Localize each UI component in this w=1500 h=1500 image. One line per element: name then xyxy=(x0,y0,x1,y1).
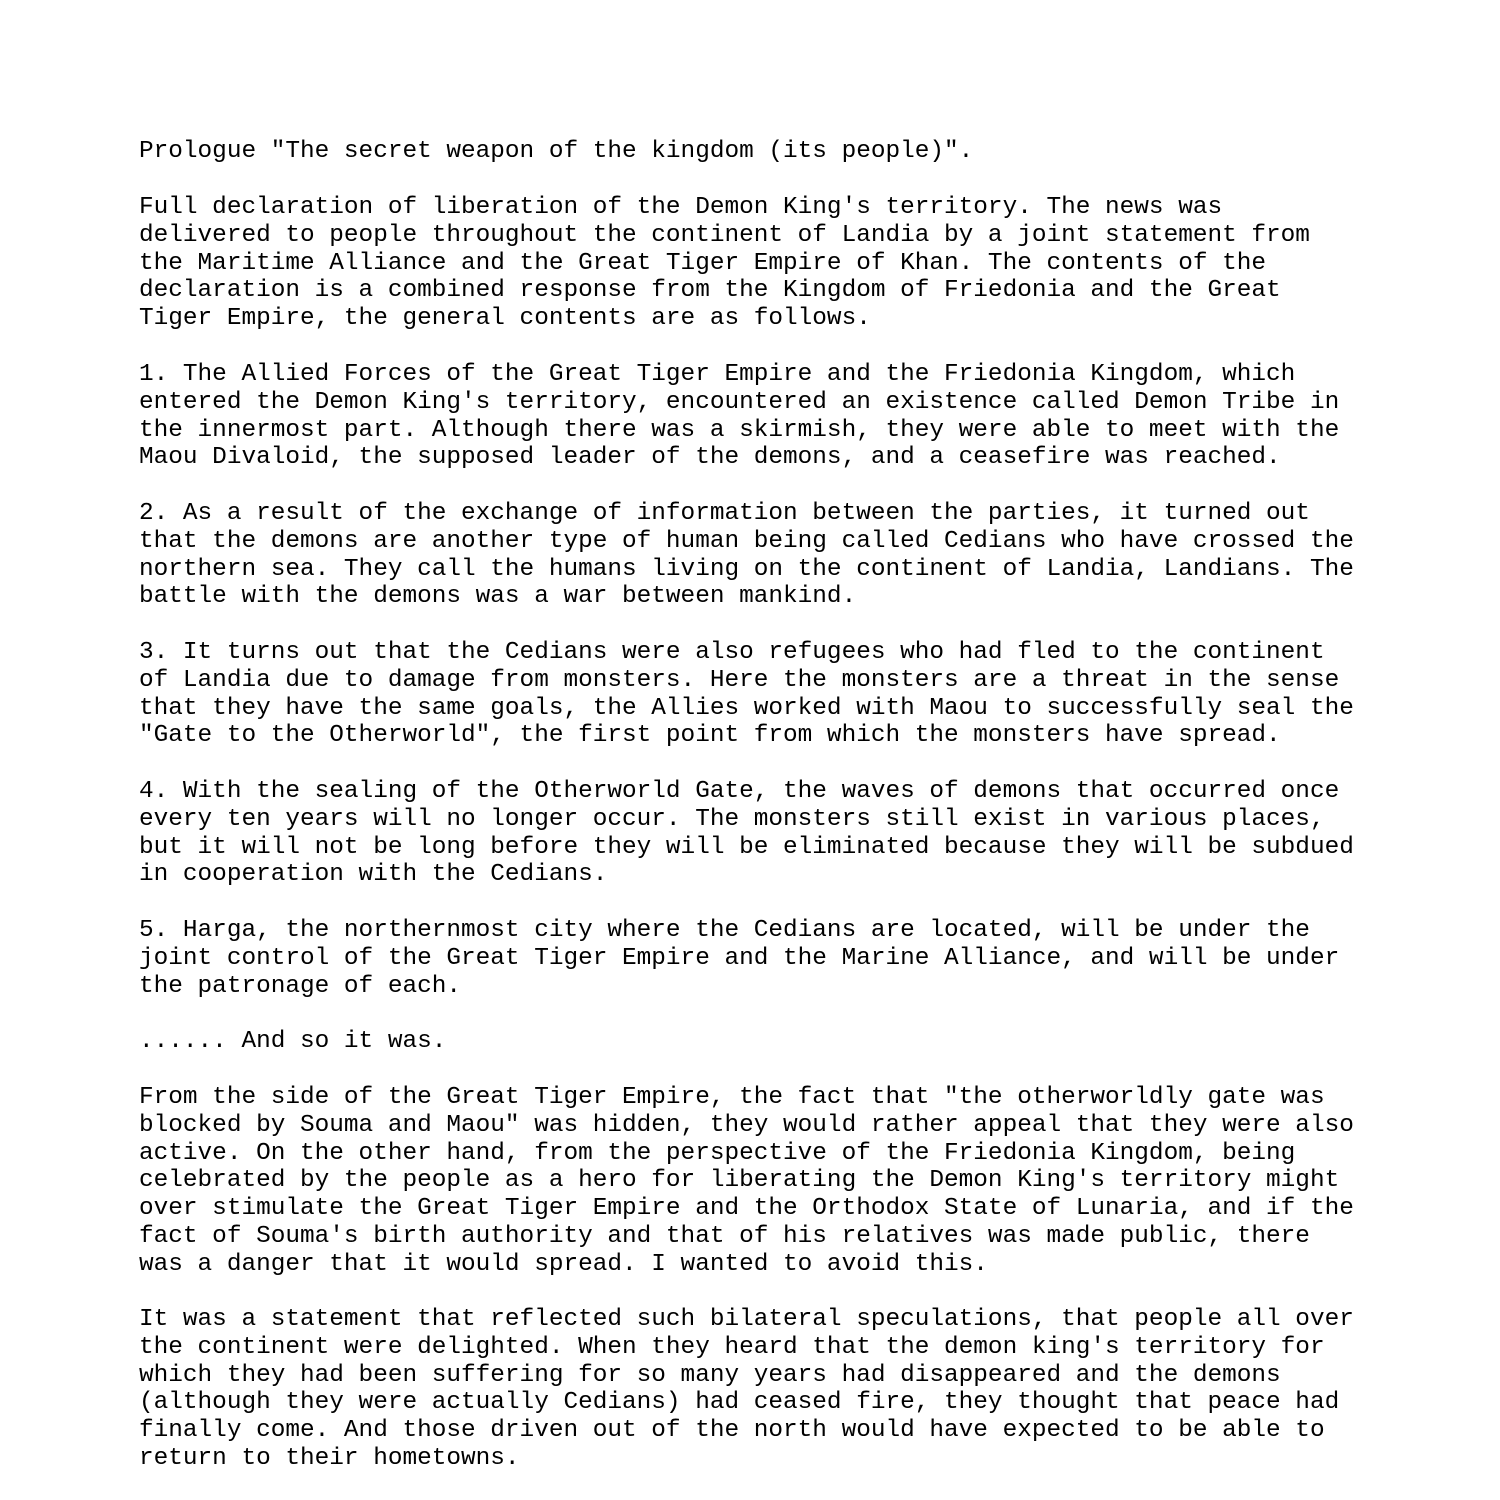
paragraph-point-2: 2. As a result of the exchange of information between the parties, it turned out that the demons are another type of human being called Cedians who have crossed the northern sea. They call the humans living on the continent of Landia, Landians. The battle with the demons was a war between mankind. xyxy=(139,500,1354,611)
paragraph-empire-perspective: From the side of the Great Tiger Empire, the fact that "the otherworldly gate was blocked by Souma and Maou" was hidden, they would rather appeal that they were also active. On the other hand, from the perspective of the Friedonia Kingdom, being celebrated by the people as a hero for liberating the Demon King's territory might over stimulate the Great Tiger Empire and the Orthodox State of Lunaria, and if the fact of Souma's birth authority and that of his relatives was made public, there was a danger that it would spread. I wanted to avoid this. xyxy=(139,1084,1354,1278)
paragraph-point-1: 1. The Allied Forces of the Great Tiger Empire and the Friedonia Kingdom, which entered the Demon King's territory, encountered an existence called Demon Tribe in the innermost part. Although there was a skirmish, they were able to meet with the Maou Divaloid, the supposed leader of the demons, and a ceasefire was reached. xyxy=(139,361,1340,472)
document-title: Prologue "The secret weapon of the kingdom (its people)". xyxy=(139,138,974,165)
paragraph-and-so-it-was: ...... And so it was. xyxy=(139,1028,447,1055)
paragraph-intro: Full declaration of liberation of the Demon King's territory. The news was delivered to people throughout the continent of Landia by a joint statement from the Maritime Alliance and the Great Tiger Empire of Khan. The contents of the declaration is a combined response from the Kingdom of Friedonia and the Great Tiger Empire, the general contents are as follows. xyxy=(139,194,1310,333)
paragraph-point-3: 3. It turns out that the Cedians were also refugees who had fled to the continent of Landia due to damage from monsters. Here the monsters are a threat in the sense that they have the same goals, the Allies worked with Maou to successfully seal the "Gate to the Otherworld", the first point from which the monsters have spread. xyxy=(139,639,1354,750)
paragraph-point-5: 5. Harga, the northernmost city where the Cedians are located, will be under the joint control of the Great Tiger Empire and the Marine Alliance, and will be under the patronage of each. xyxy=(139,917,1340,1000)
paragraph-point-4: 4. With the sealing of the Otherworld Gate, the waves of demons that occurred once every ten years will no longer occur. The monsters still exist in various places, but it will not be long before they will be eliminated because they will be subdued in cooperation with the Cedians. xyxy=(139,778,1354,889)
paragraph-continent-reaction: It was a statement that reflected such bilateral speculations, that people all over the continent were delighted. When they heard that the demon king's territory for which they had been suffering for so many years had disappeared and the demons (although they were actually Cedians) had ceased fire, they thought that peace had finally come. And those driven out of the north would have expected to be able to return to their hometowns. xyxy=(139,1306,1354,1472)
